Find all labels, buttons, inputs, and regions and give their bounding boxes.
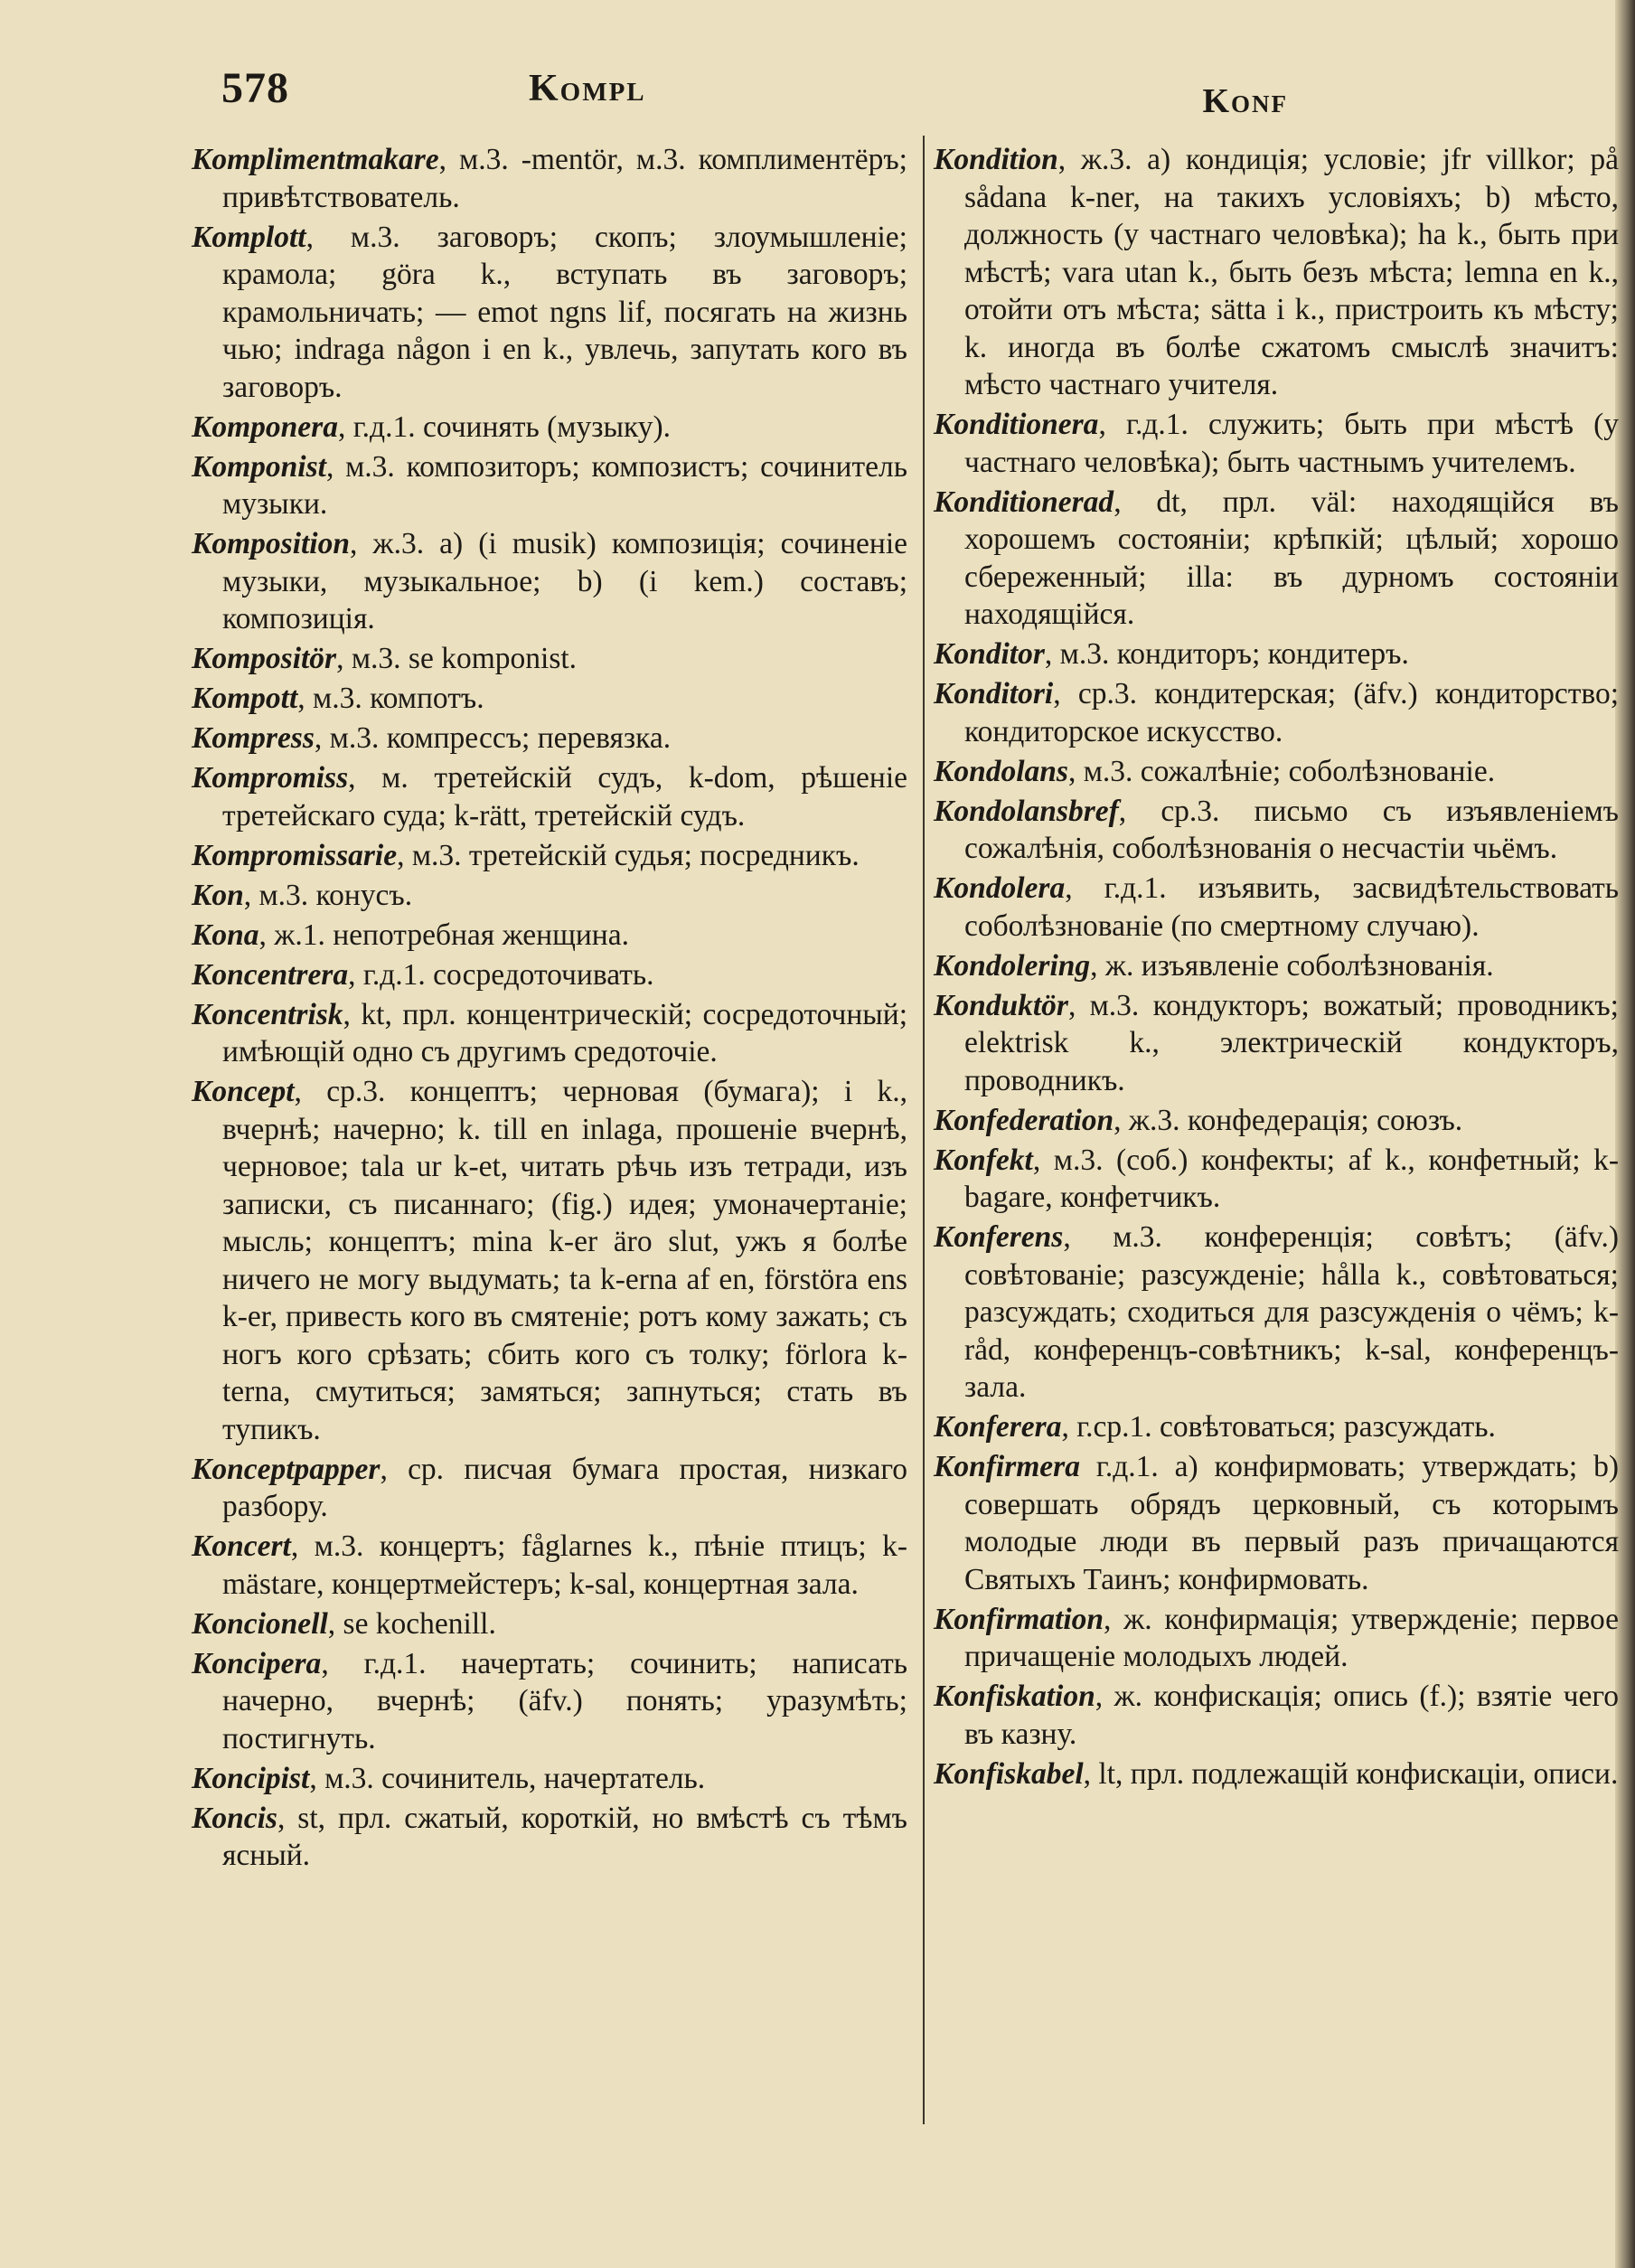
entry-definition: , se kochenill. (327, 1606, 496, 1641)
entry-definition: , г.д.1. сочинять (музыку). (337, 409, 672, 444)
entry-headword: Kondolera (934, 871, 1066, 905)
entry-definition: , ср. писчая бумага простая, низкаго разбору. (222, 1452, 907, 1523)
dictionary-entry (192, 219, 907, 407)
dictionary-entry (192, 1528, 907, 1603)
entry-definition: , dt, прл. väl: находящійся въ хорошемъ состояніи; крѣпкій; цѣлый; хорошо сбереженный; illa: въ дурномъ состояніи находящійся. (964, 485, 1619, 631)
entry-definition: , г.д.1. начертать; сочинить; написать начерно, вчернѣ; (äfv.) понять; уразумѣть; постигнуть. (222, 1646, 907, 1755)
dictionary-entry (934, 484, 1619, 634)
entry-definition: , г.д.1. служить; быть при мѣстѣ (у частнаго человѣка); быть частнымъ учителемъ. (964, 408, 1619, 479)
dictionary-entry (192, 996, 907, 1071)
dictionary-entry (192, 877, 907, 915)
entry-definition: , м.3. сочинитель, начертатель. (309, 1761, 706, 1795)
entry-definition: г.д.1. a) конфирмовать; утверждать; b) совершать обрядъ церковный, съ которымъ молодые люди въ первый разъ причащаются Святыхъ Таинъ; конфирмовать. (964, 1450, 1619, 1596)
entry-headword: Konfederation (934, 1103, 1114, 1137)
entry-definition: , м.3. кондиторъ; кондитеръ. (1044, 637, 1409, 671)
dictionary-entry (192, 759, 907, 834)
entry-headword: Kondolering (934, 948, 1091, 983)
entry-definition: , м.3. третейскій судья; посредникъ. (397, 838, 860, 872)
dictionary-entry (192, 1451, 907, 1526)
dictionary-entry (934, 141, 1619, 404)
dictionary-entry (934, 793, 1619, 868)
entry-definition: , ж. конфискація; опись (f.); взятіе чего въ казну. (964, 1680, 1619, 1751)
entry-headword: Konfirmation (934, 1602, 1104, 1636)
entry-definition: , м.3. конференція; совѣтъ; (äfv.) совѣтованіе; разсужденіе; hålla k., совѣтоваться; разсуждать; сходиться для разсужденія о чёмъ; k-råd, конференцъ-совѣтникъ; k-sal, конференцъ-зала. (964, 1220, 1619, 1404)
dictionary-entry (934, 1219, 1619, 1407)
entry-definition: , lt, прл. подлежащій конфискаціи, описи. (1083, 1756, 1619, 1791)
entry-headword: Konfirmera (934, 1450, 1080, 1483)
running-head-right: Konf (1202, 82, 1288, 120)
entry-definition: , м.3. композиторъ; композистъ; сочинитель музыки. (222, 449, 907, 521)
dictionary-entry (192, 141, 907, 216)
entry-headword: Kompromiss (192, 761, 349, 795)
entry-headword: Konditori (934, 677, 1054, 711)
entry-definition: , ж. конфирмація; утвержденіе; первое причащеніе молодыхъ людей. (964, 1602, 1619, 1673)
entry-definition: , ж.1. непотребная женщина. (258, 918, 629, 952)
entry-headword: Komposition (192, 527, 350, 560)
entry-definition: , ср.3. письмо съ изъявленіемъ сожалѣнія, соболѣзнованія о несчастіи чьёмъ. (964, 794, 1619, 865)
entry-headword: Komplott (192, 220, 306, 254)
entry-definition: , м.3. se komponist. (336, 642, 578, 675)
entry-definition: , м.3. концертъ; fåglarnes k., пѣніе птицъ; k-mästare, концертмейстеръ; k-sal, концертная зала. (222, 1529, 907, 1601)
entry-headword: Konditionera (934, 408, 1099, 441)
dictionary-entry (934, 947, 1619, 985)
entry-definition: , ж.3. a) (i musik) композиція; сочиненіе музыки, музыкальное; b) (i kem.) составъ; композиція. (222, 527, 907, 635)
entry-definition: , г.д.1. сосредоточивать. (348, 957, 654, 992)
entry-headword: Konfiskation (934, 1680, 1095, 1713)
dictionary-entry (192, 837, 907, 875)
entry-headword: Koncept (192, 1075, 295, 1108)
entry-definition: , м. третейскій судъ, k-dom, рѣшеніе третейскаго суда; k-rätt, третейскій судъ. (222, 761, 907, 833)
dictionary-entry (934, 753, 1619, 791)
entry-definition: , ср.3. концептъ; черновая (бумага); i k., вчернѣ; начерно; k. till en inlaga, прошеніе вчернѣ, черновое; tala ur k-et, читать рѣчь изъ тетради, изъ записки, съ писаннаго; (fig.) идея; умоначертаніе; мысль; концептъ; mina k-er äro slut, ужъ я болѣе ничего не могу выдумать; ta k-erna af en, förstöra ens k-er, привесть кого въ смятеніе; ротъ кому зажать; съ ногъ кого срѣзать; сбить кого съ толку; förlora k-terna, смутиться; замяться; запнуться; стать въ тупикъ. (222, 1075, 907, 1446)
entry-definition: , ж.3. конфедерація; союзъ. (1113, 1103, 1463, 1137)
entry-headword: Komponera (192, 409, 338, 444)
dictionary-entry (934, 1448, 1619, 1598)
entry-definition: , г.ср.1. совѣтоваться; разсуждать. (1061, 1410, 1496, 1444)
entry-definition: , м.3. (соб.) конфекты; af k., конфетный; k-bagare, конфетчикъ. (964, 1143, 1619, 1214)
entry-headword: Koncentrisk (192, 997, 343, 1031)
dictionary-entry (192, 1760, 907, 1798)
dictionary-entry (192, 409, 907, 447)
entry-headword: Kompositör (192, 642, 337, 675)
dictionary-entry (192, 1645, 907, 1758)
entry-headword: Konditionerad (934, 485, 1114, 519)
dictionary-entry (934, 675, 1619, 750)
dictionary-entry (934, 1102, 1619, 1140)
entry-definition: , kt, прл. концентрическій; сосредоточный; имѣющій одно съ другимъ средоточіе. (222, 997, 907, 1068)
entry-definition: , ж. изъявленіе соболѣзнованія. (1090, 948, 1494, 983)
entry-headword: Kona (192, 918, 259, 952)
entry-headword: Koncis (192, 1801, 277, 1835)
running-head-left: Kompl (529, 68, 646, 109)
entry-headword: Komplimentmakare (192, 143, 439, 176)
entry-headword: Kondition (934, 143, 1058, 176)
entry-headword: Koncentrera (192, 957, 349, 992)
dictionary-entry (934, 870, 1619, 945)
dictionary-entry (192, 720, 907, 758)
entry-headword: Koncionell (192, 1606, 328, 1641)
column-divider (923, 136, 925, 2124)
right-column (934, 141, 1619, 1795)
entry-headword: Konduktör (934, 988, 1068, 1022)
entry-headword: Komponist (192, 449, 326, 484)
dictionary-entry (934, 1678, 1619, 1753)
entry-definition: , м.3. кондукторъ; вожатый; проводникъ; elektrisk k., электрическій кондукторъ, проводникъ. (964, 988, 1619, 1097)
entry-headword: Koncipera (192, 1646, 322, 1680)
entry-definition: , ср.3. кондитерская; (äfv.) кондиторство; кондиторское искусство. (964, 677, 1619, 748)
entry-definition: , м.3. заговоръ; скопъ; злоумышленіе; крамола; göra k., вступать въ заговоръ; крамольничать; — emot ngns lif, посягать на жизнь чью; indraga någon i en k., увлечь, запутать кого въ заговоръ. (222, 220, 907, 404)
entry-headword: Kondolansbref (934, 794, 1119, 828)
dictionary-entry (192, 1605, 907, 1643)
dictionary-entry (192, 448, 907, 523)
entry-headword: Konceptpapper (192, 1452, 381, 1486)
entry-definition: , м.3. компотъ. (297, 682, 484, 715)
dictionary-entry (934, 635, 1619, 673)
dictionary-entry (192, 917, 907, 955)
dictionary-entry (192, 1800, 907, 1875)
entry-headword: Kompress (192, 721, 315, 755)
entry-headword: Koncipist (192, 1761, 310, 1795)
dictionary-entry (934, 406, 1619, 481)
dictionary-entry (934, 1142, 1619, 1217)
entry-definition: , м.3. -mentör, м.3. комплиментёръ; привѣтствователь. (222, 143, 907, 214)
entry-headword: Kompott (192, 682, 298, 715)
entry-headword: Kondolans (934, 754, 1068, 788)
entry-definition: , м.3. конусъ. (243, 878, 413, 912)
entry-headword: Konfiskabel (934, 1756, 1084, 1791)
dictionary-entry (192, 525, 907, 638)
dictionary-entry (192, 640, 907, 678)
dictionary-entry (192, 680, 907, 718)
entry-headword: Konferera (934, 1410, 1062, 1444)
entry-definition: , м.3. сожалѣніе; соболѣзнованіе. (1067, 754, 1496, 788)
left-column (192, 141, 907, 1877)
entry-definition: , м.3. компрессъ; перевязка. (314, 721, 672, 755)
page-header (221, 63, 1288, 118)
dictionary-entry (934, 1601, 1619, 1676)
dictionary-entry (192, 956, 907, 994)
entry-headword: Kompromissarie (192, 838, 398, 872)
dictionary-entry (934, 987, 1619, 1100)
dictionary-entry (934, 1755, 1619, 1793)
entry-headword: Kon (192, 878, 244, 912)
entry-headword: Konfekt (934, 1143, 1033, 1177)
page-number: 578 (221, 64, 289, 112)
entry-definition: , st, прл. сжатый, короткій, но вмѣстѣ съ тѣмъ ясный. (222, 1801, 907, 1872)
dictionary-entry (934, 1408, 1619, 1446)
entry-headword: Koncert (192, 1529, 291, 1563)
entry-headword: Konditor (934, 637, 1045, 671)
dictionary-entry (192, 1073, 907, 1448)
entry-headword: Konferens (934, 1220, 1064, 1254)
entry-definition: , ж.3. a) кондиція; условіе; jfr villkor; på sådana k-ner, на такихъ условіяхъ; b) мѣсто, должность (у частнаго человѣка); ha k., быть при мѣстѣ; vara utan k., быть безъ мѣста; lemna en k., отойти отъ мѣста; sätta i k., пристроить къ мѣсту; k. иногда въ болѣе сжатомъ смыслѣ значитъ: мѣсто частнаго учителя. (964, 143, 1619, 401)
entry-definition: , г.д.1. изъявить, засвидѣтельствовать соболѣзнованіе (по смертному случаю). (964, 871, 1619, 943)
